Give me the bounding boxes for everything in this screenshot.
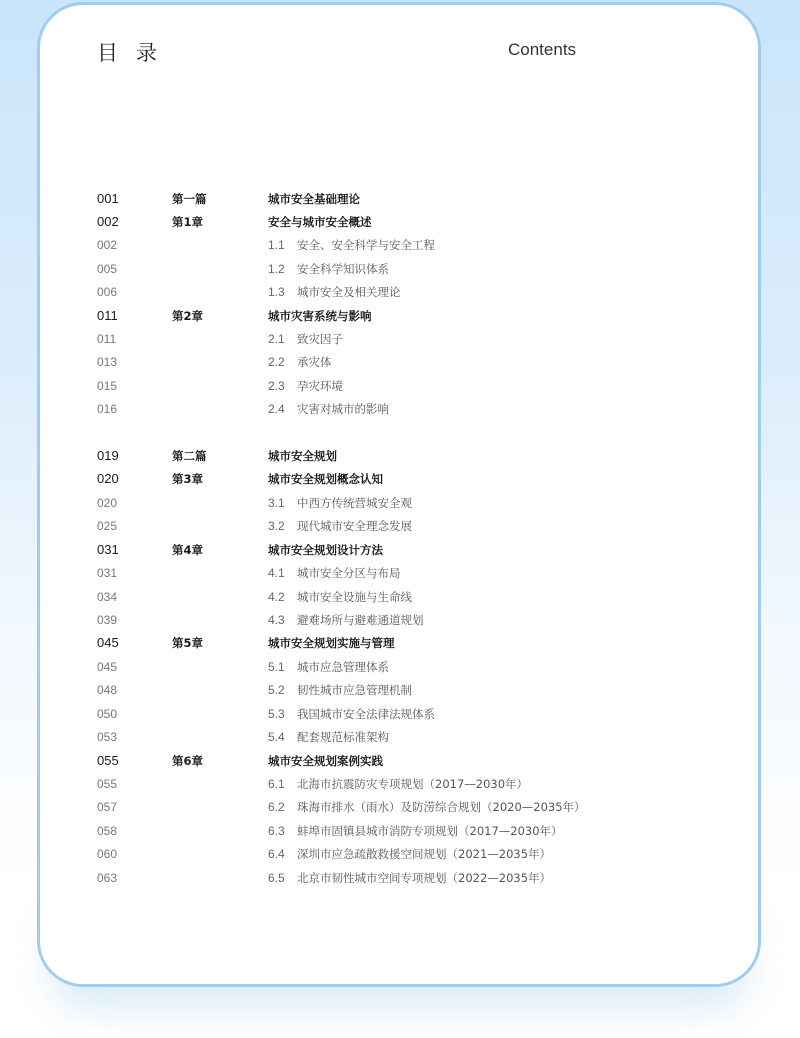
toc-section-row[interactable] bbox=[0, 609, 800, 631]
page-number: 015 bbox=[97, 379, 118, 393]
toc-section-row[interactable] bbox=[0, 375, 800, 397]
toc-section-row[interactable] bbox=[0, 796, 800, 818]
heading-title: 安全与城市安全概述 bbox=[268, 215, 372, 229]
section-title: 北京市韧性城市空间专项规划（2022—2035年） bbox=[297, 871, 552, 885]
section-number: 1.2 bbox=[268, 262, 285, 276]
toc-section-row[interactable] bbox=[0, 820, 800, 842]
toc-section-row[interactable] bbox=[0, 398, 800, 420]
toc-section-row[interactable] bbox=[0, 351, 800, 373]
toc-section-row[interactable] bbox=[0, 726, 800, 748]
part-chapter-label: 第3章 bbox=[172, 472, 204, 486]
section-number: 4.3 bbox=[268, 613, 285, 627]
toc-section-row[interactable] bbox=[0, 586, 800, 608]
section-entry bbox=[268, 726, 389, 748]
page-number: 055 bbox=[97, 753, 119, 768]
toc-section-row[interactable] bbox=[0, 281, 800, 303]
toc-section-row[interactable] bbox=[0, 867, 800, 889]
section-title: 我国城市安全法律法规体系 bbox=[297, 707, 435, 721]
section-number: 2.1 bbox=[268, 332, 285, 346]
section-title: 现代城市安全理念发展 bbox=[297, 519, 412, 533]
heading-title: 城市安全规划概念认知 bbox=[268, 472, 383, 486]
section-entry bbox=[268, 375, 343, 397]
page-number: 063 bbox=[97, 871, 118, 885]
toc-section-row[interactable] bbox=[0, 258, 800, 280]
page-number: 016 bbox=[97, 402, 118, 416]
section-entry bbox=[268, 679, 412, 701]
section-number: 5.2 bbox=[268, 683, 285, 697]
section-number: 2.3 bbox=[268, 379, 285, 393]
page-number: 053 bbox=[97, 730, 118, 744]
section-entry bbox=[268, 328, 343, 350]
toc-section-row[interactable] bbox=[0, 515, 800, 537]
page-number: 025 bbox=[97, 519, 118, 533]
page-title-en: Contents bbox=[508, 40, 577, 59]
page-number: 034 bbox=[97, 590, 118, 604]
page-number: 031 bbox=[97, 566, 118, 580]
section-entry bbox=[268, 492, 412, 514]
section-entry bbox=[268, 843, 551, 865]
toc-heading-row[interactable] bbox=[0, 305, 800, 327]
section-title: 北海市抗震防灾专项规划（2017—2030年） bbox=[297, 777, 529, 791]
toc-section-row[interactable] bbox=[0, 492, 800, 514]
section-number: 1.3 bbox=[268, 285, 285, 299]
section-title: 韧性城市应急管理机制 bbox=[297, 683, 412, 697]
page-number: 057 bbox=[97, 800, 118, 814]
section-entry bbox=[268, 867, 551, 889]
section-title: 孕灾环境 bbox=[297, 379, 343, 393]
page-number: 058 bbox=[97, 824, 118, 838]
section-title: 避难场所与避难通道规划 bbox=[297, 613, 424, 627]
section-title: 珠海市排水（雨水）及防涝综合规划（2020—2035年） bbox=[297, 800, 586, 814]
page-number: 011 bbox=[97, 332, 117, 346]
toc-section-row[interactable] bbox=[0, 773, 800, 795]
page-number: 006 bbox=[97, 285, 118, 299]
section-title: 城市安全设施与生命线 bbox=[297, 590, 412, 604]
page-number: 039 bbox=[97, 613, 118, 627]
section-entry bbox=[268, 398, 389, 420]
section-entry bbox=[268, 258, 389, 280]
section-title: 承灾体 bbox=[297, 355, 332, 369]
section-title: 城市应急管理体系 bbox=[297, 660, 389, 674]
section-entry bbox=[268, 656, 389, 678]
part-chapter-label: 第6章 bbox=[172, 754, 204, 768]
part-chapter-label: 第二篇 bbox=[172, 449, 207, 463]
section-number: 3.2 bbox=[268, 519, 285, 533]
page-number: 013 bbox=[97, 355, 118, 369]
section-number: 4.1 bbox=[268, 566, 285, 580]
toc-section-row[interactable] bbox=[0, 843, 800, 865]
part-chapter-label: 第4章 bbox=[172, 543, 204, 557]
page-number: 060 bbox=[97, 847, 118, 861]
heading-title: 城市灾害系统与影响 bbox=[268, 309, 372, 323]
toc-section-row[interactable] bbox=[0, 328, 800, 350]
section-entry bbox=[268, 281, 401, 303]
section-title: 安全科学知识体系 bbox=[297, 262, 389, 276]
toc-heading-row[interactable] bbox=[0, 211, 800, 233]
page-number: 019 bbox=[97, 448, 119, 463]
page-number: 020 bbox=[97, 471, 119, 486]
page-number: 001 bbox=[97, 191, 119, 206]
section-entry bbox=[268, 796, 586, 818]
section-number: 5.3 bbox=[268, 707, 285, 721]
part-chapter-label: 第2章 bbox=[172, 309, 204, 323]
section-number: 2.2 bbox=[268, 355, 285, 369]
heading-title: 城市安全规划实施与管理 bbox=[268, 636, 395, 650]
page-number: 031 bbox=[97, 542, 119, 557]
section-entry bbox=[268, 515, 412, 537]
section-number: 4.2 bbox=[268, 590, 285, 604]
page-number: 050 bbox=[97, 707, 118, 721]
page-title-cn: 目录 bbox=[97, 41, 175, 65]
section-title: 致灾因子 bbox=[297, 332, 343, 346]
heading-title: 城市安全规划 bbox=[268, 449, 337, 463]
page-number: 055 bbox=[97, 777, 118, 791]
toc-section-row[interactable] bbox=[0, 562, 800, 584]
section-entry bbox=[268, 586, 412, 608]
section-entry bbox=[268, 609, 424, 631]
section-number: 6.5 bbox=[268, 871, 285, 885]
section-title: 安全、安全科学与安全工程 bbox=[297, 238, 435, 252]
page-number: 020 bbox=[97, 496, 118, 510]
section-number: 6.1 bbox=[268, 777, 285, 791]
section-entry bbox=[268, 562, 401, 584]
section-title: 配套规范标准架构 bbox=[297, 730, 389, 744]
section-number: 3.1 bbox=[268, 496, 285, 510]
section-title: 城市安全分区与布局 bbox=[297, 566, 401, 580]
section-entry bbox=[268, 351, 332, 373]
section-title: 深圳市应急疏散救援空间规划（2021—2035年） bbox=[297, 847, 552, 861]
part-chapter-label: 第一篇 bbox=[172, 192, 207, 206]
section-entry bbox=[268, 703, 435, 725]
page-number: 002 bbox=[97, 238, 118, 252]
heading-title: 城市安全规划案例实践 bbox=[268, 754, 383, 768]
section-number: 2.4 bbox=[268, 402, 285, 416]
section-title: 城市安全及相关理论 bbox=[297, 285, 401, 299]
section-number: 6.2 bbox=[268, 800, 285, 814]
section-number: 6.3 bbox=[268, 824, 285, 838]
section-number: 1.1 bbox=[268, 238, 285, 252]
toc-heading-row[interactable] bbox=[0, 750, 800, 772]
page-number: 005 bbox=[97, 262, 118, 276]
part-chapter-label: 第1章 bbox=[172, 215, 204, 229]
toc-heading-row[interactable] bbox=[0, 445, 800, 467]
page-number: 048 bbox=[97, 683, 118, 697]
toc-heading-row[interactable] bbox=[0, 188, 800, 210]
toc-section-row[interactable] bbox=[0, 656, 800, 678]
section-entry bbox=[268, 234, 435, 256]
heading-title: 城市安全基础理论 bbox=[268, 192, 360, 206]
toc-heading-row[interactable] bbox=[0, 632, 800, 654]
toc-section-row[interactable] bbox=[0, 234, 800, 256]
section-title: 中西方传统营城安全观 bbox=[297, 496, 412, 510]
page-number: 011 bbox=[97, 308, 118, 323]
page-number: 045 bbox=[97, 635, 119, 650]
toc-heading-row[interactable] bbox=[0, 539, 800, 561]
section-title: 灾害对城市的影响 bbox=[297, 402, 389, 416]
section-entry bbox=[268, 820, 563, 842]
toc-heading-row[interactable] bbox=[0, 468, 800, 490]
section-number: 6.4 bbox=[268, 847, 285, 861]
toc-section-row[interactable] bbox=[0, 703, 800, 725]
page-number: 045 bbox=[97, 660, 118, 674]
part-chapter-label: 第5章 bbox=[172, 636, 204, 650]
section-number: 5.4 bbox=[268, 730, 285, 744]
heading-title: 城市安全规划设计方法 bbox=[268, 543, 383, 557]
section-title: 蚌埠市固镇县城市消防专项规划（2017—2030年） bbox=[297, 824, 563, 838]
toc-section-row[interactable] bbox=[0, 679, 800, 701]
page-number: 002 bbox=[97, 214, 119, 229]
section-number: 5.1 bbox=[268, 660, 285, 674]
section-entry bbox=[268, 773, 528, 795]
